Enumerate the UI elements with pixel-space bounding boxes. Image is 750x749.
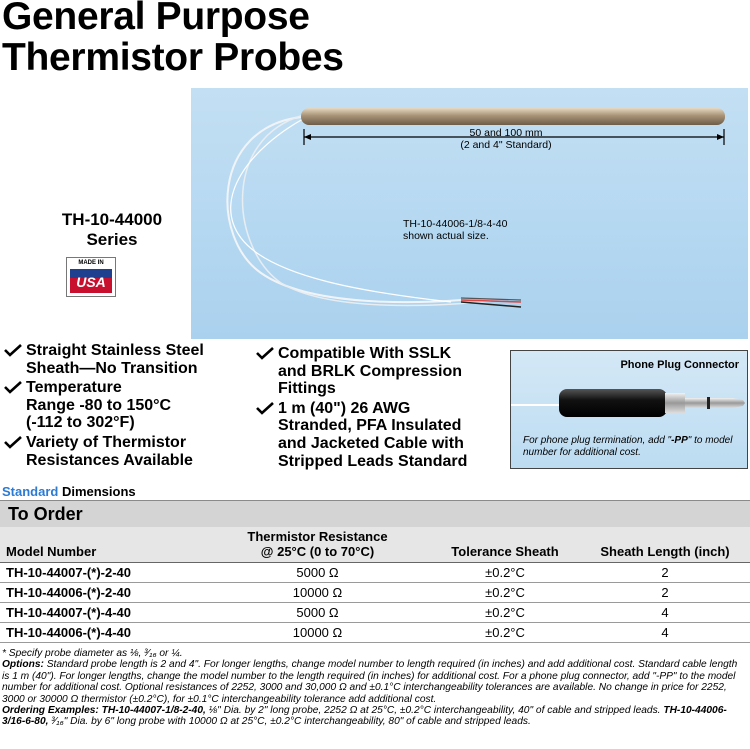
- note-text: For phone plug termination, add ": [523, 435, 672, 446]
- features-left: [4, 342, 244, 471]
- table-row: [0, 562, 750, 582]
- cell-length: 4: [580, 602, 750, 622]
- dimension-line-2: (2 and 4" Standard): [460, 139, 552, 151]
- cell-tolerance: ±0.2°C: [430, 562, 580, 582]
- probe-photo: [191, 88, 748, 339]
- feature-text: (-112 to 302°F): [26, 414, 135, 432]
- series-label: [58, 210, 166, 250]
- table-row: [0, 582, 750, 602]
- feature-text: Compatible With SSLK: [278, 345, 452, 362]
- options-text: Standard probe length is 2 and 4". For longer lengths, change model number to length required (in inches) and add additional cost. Standard cable length is 1 m (40"). For longer lengths, change the model number to the length required (in inches) for additional cost. For a phone plug connector, add "-PP" to the model number for additional cost. Optional resistances of 2252, 3000 and 30,000 Ω and ±0.1°C interchangeability tolerances are available. No change in price for 2252, 3000 or 30000 Ω thermistor (±0.2°C), for ±0.1°C interchangeability tolerance add additional cost.: [2, 659, 738, 705]
- page-title: [2, 0, 344, 78]
- checkmark-icon: [4, 435, 22, 449]
- phone-plug-panel: [510, 350, 748, 469]
- dimension-line-1: 50 and 100 mm: [469, 127, 543, 139]
- features-right: [256, 345, 506, 472]
- feature-item: [256, 400, 506, 470]
- header-length: Sheath Length (inch): [580, 527, 750, 562]
- footnotes: [2, 648, 746, 728]
- cell-resistance: 10000 Ω: [205, 582, 430, 602]
- cell-length: 4: [580, 622, 750, 642]
- example-text: ⅛" Dia. by 2" long probe, 2252 Ω at 25°C, ±0.2°C interchangeability, 40" of cable and stripped leads.: [205, 705, 661, 717]
- checkmark-icon: [4, 343, 22, 357]
- header-resistance: [205, 527, 430, 562]
- feature-text: Straight Stainless Steel: [26, 342, 204, 359]
- dimension-label: [431, 127, 581, 151]
- feature-text: Temperature: [26, 379, 122, 397]
- example-code: TH-10-44006-3/16-6-80,: [2, 705, 727, 728]
- example-text: ³⁄₁₆" Dia. by 6" long probe with 10000 Ω at 25°C, ±0.2°C interchangeability, 80" of cable and stripped leads.: [48, 716, 531, 728]
- cell-tolerance: ±0.2°C: [430, 622, 580, 642]
- header-model: Model Number: [0, 527, 205, 562]
- feature-item: [4, 379, 244, 432]
- table-header-row: [0, 527, 750, 562]
- feature-text: Resistances Available: [26, 451, 193, 469]
- checkmark-icon: [256, 346, 274, 360]
- phone-plug-icon: [511, 371, 749, 431]
- feature-text: Range -80 to 150°C: [26, 396, 172, 414]
- feature-item: [4, 342, 244, 377]
- header-tolerance: Tolerance Sheath: [430, 527, 580, 562]
- feature-text: and Jacketed Cable with: [278, 434, 464, 452]
- caption-line-1: TH-10-44006-1/8-4-40: [403, 218, 508, 230]
- options-note: [2, 659, 746, 705]
- cell-tolerance: ±0.2°C: [430, 602, 580, 622]
- probe-sheath: [301, 108, 725, 125]
- checkmark-icon: [256, 401, 274, 415]
- note-text: " to model number for additional cost.: [523, 435, 733, 458]
- header-resistance-line-2: @ 25°C (0 to 70°C): [260, 543, 375, 559]
- cell-tolerance: ±0.2°C: [430, 582, 580, 602]
- example-code: TH-10-44007-1/8-2-40,: [101, 705, 206, 717]
- standard-text: Standard: [2, 484, 59, 499]
- header-resistance-line-1: Thermistor Resistance: [247, 528, 388, 544]
- feature-text: Stripped Leads Standard: [278, 452, 468, 470]
- cell-model: TH-10-44006-(*)-4-40: [0, 622, 205, 642]
- cell-resistance: 5000 Ω: [205, 562, 430, 582]
- feature-text: Sheath—No Transition: [26, 359, 198, 377]
- feature-item: [4, 434, 244, 469]
- table-row: [0, 602, 750, 622]
- cell-resistance: 5000 Ω: [205, 602, 430, 622]
- badge-country-text: USA: [76, 274, 106, 290]
- cell-length: 2: [580, 562, 750, 582]
- series-line-1: TH-10-44000: [61, 210, 163, 229]
- feature-text: and BRLK Compression: [278, 362, 463, 380]
- feature-text: 1 m (40") 26 AWG: [278, 399, 411, 417]
- feature-item: [256, 345, 506, 398]
- cell-resistance: 10000 Ω: [205, 622, 430, 642]
- cell-model: TH-10-44006-(*)-2-40: [0, 582, 205, 602]
- series-line-2: Series: [86, 230, 138, 249]
- table-row: [0, 622, 750, 642]
- checkmark-icon: [4, 380, 22, 394]
- probe-illustration: [191, 88, 748, 339]
- feature-text: Fittings: [278, 380, 336, 398]
- note-code: -PP: [671, 435, 688, 446]
- cell-model: TH-10-44007-(*)-2-40: [0, 562, 205, 582]
- feature-text: Variety of Thermistor: [26, 433, 187, 451]
- dimensions-text: Dimensions: [58, 484, 136, 499]
- photo-caption: [403, 218, 507, 242]
- title-line-2: Thermistor Probes: [2, 36, 344, 79]
- usa-flag-icon: [70, 269, 112, 293]
- to-order-title: To Order: [8, 504, 83, 524]
- title-line-1: General Purpose: [2, 0, 310, 38]
- specify-note: * Specify probe diameter as ⅛, ³⁄₁₆ or ¼.: [2, 648, 183, 659]
- badge-made-in-text: MADE IN: [78, 260, 104, 266]
- order-table: [0, 527, 750, 643]
- made-in-usa-badge: [66, 257, 116, 297]
- cell-model: TH-10-44007-(*)-4-40: [0, 602, 205, 622]
- phone-plug-note: [523, 435, 745, 459]
- standard-dimensions-link[interactable]: [2, 484, 136, 499]
- options-label: Options:: [2, 659, 44, 671]
- feature-text: Stranded, PFA Insulated: [278, 417, 462, 435]
- examples-note: [2, 705, 746, 728]
- phone-plug-title: Phone Plug Connector: [620, 359, 739, 371]
- examples-label: Ordering Examples:: [2, 705, 99, 717]
- cell-length: 2: [580, 582, 750, 602]
- to-order-header: [0, 500, 750, 527]
- caption-line-2: shown actual size.: [403, 230, 489, 242]
